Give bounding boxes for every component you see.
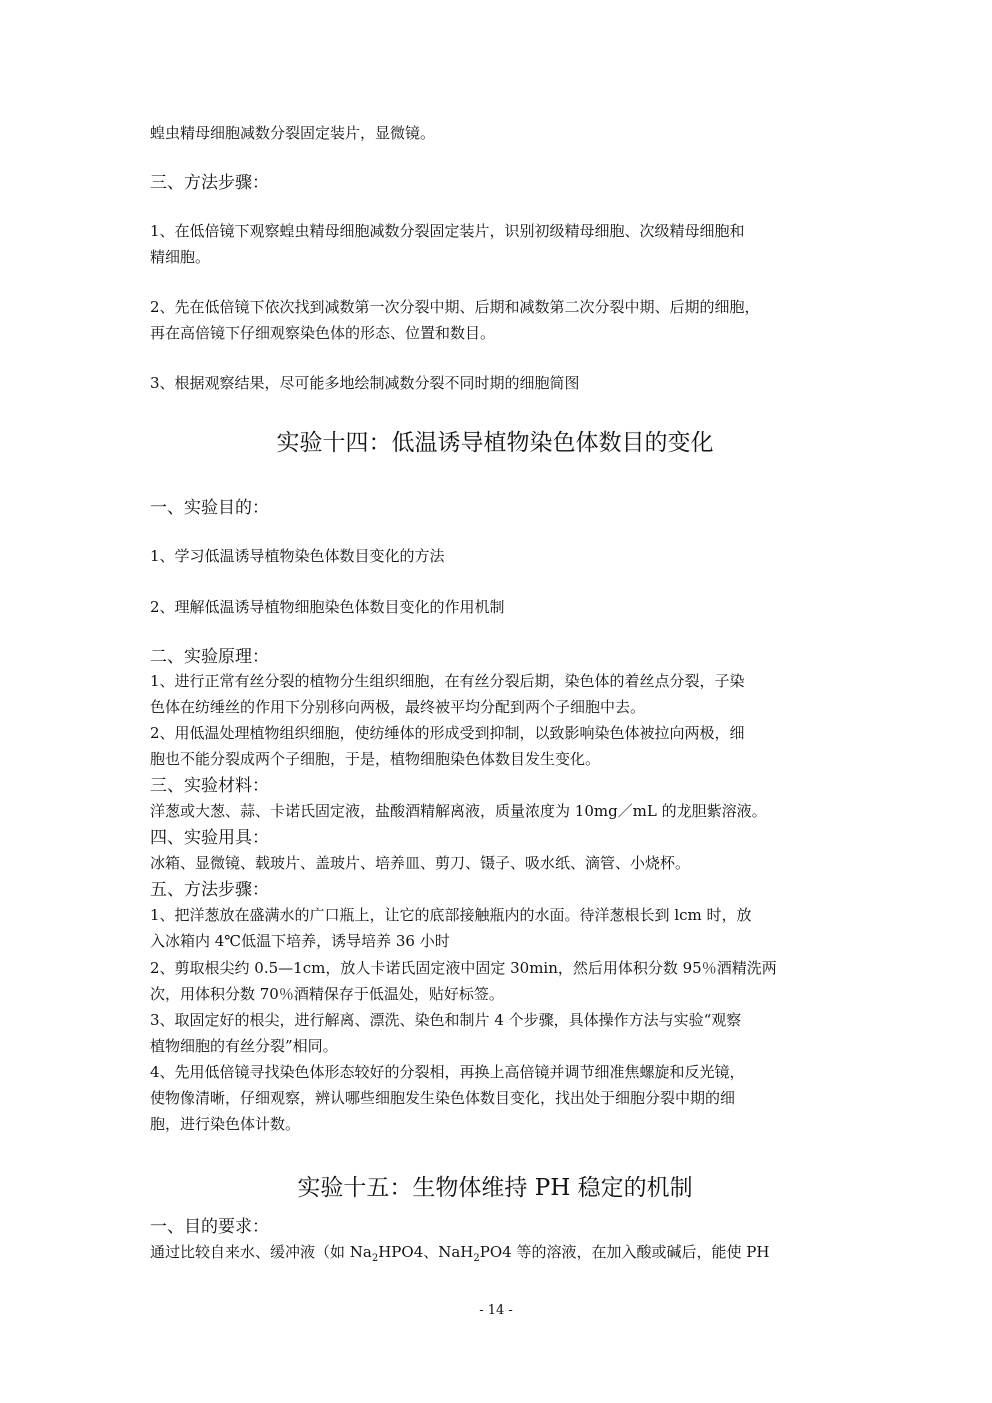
method-3 <box>150 1007 840 1059</box>
text-line: 4、先用低倍镜寻找染色体形态较好的分裂相，再换上高倍镜并调节细准焦螺旋和反光镜， <box>150 1063 745 1081</box>
text-line: 1、把洋葱放在盛满水的广口瓶上，让它的底部接触瓶内的水面。待洋葱根长到 lcm 时，放 <box>150 906 752 924</box>
materials <box>150 798 840 824</box>
method-4 <box>150 1059 840 1137</box>
method-1 <box>150 902 840 954</box>
section-heading-purpose: 一、实验目的： <box>150 498 269 518</box>
tools <box>150 850 840 876</box>
principle-1 <box>150 668 840 720</box>
text-line <box>150 1239 840 1272</box>
method-2 <box>150 955 840 1007</box>
page-number: - 14 - <box>479 1303 513 1318</box>
experiment-15-title: 实验十五：生物体维持 PH 稳定的机制 <box>297 1175 693 1201</box>
text-fragment: 通过比较自来水、缓冲液（如 Na <box>150 1243 372 1261</box>
text-line: 蝗虫精母细胞减数分裂固定装片，显微镜。 <box>150 124 436 142</box>
step-1 <box>150 218 840 270</box>
materials-continued <box>150 120 840 146</box>
text-line: 3、取固定好的根尖，进行解离、漂洗、染色和制片 4 个步骤，具体操作方法与实验“观察 <box>150 1011 742 1029</box>
requirements-text <box>150 1239 840 1272</box>
text-line: 2、剪取根尖约 0.5—1cm，放人卡诺氏固定液中固定 30min，然后用体积分数 95％酒精洗两 <box>150 959 777 977</box>
text-line: 1、进行正常有丝分裂的植物分生组织细胞，在有丝分裂后期，染色体的着丝点分裂，子染 <box>150 672 745 690</box>
text-line: 胞也不能分裂成两个子细胞，于是，植物细胞染色体数目发生变化。 <box>150 750 601 768</box>
experiment-14-title: 实验十四：低温诱导植物染色体数目的变化 <box>276 430 714 456</box>
text-line: 植物细胞的有丝分裂”相同。 <box>150 1037 338 1055</box>
text-fragment: PO4 等的溶液，在加入酸或碱后，能使 PH <box>479 1243 770 1261</box>
text-line: 入冰箱内 4℃低温下培养，诱导培养 36 小时 <box>150 932 450 950</box>
text-line: 2、用低温处理植物组织细胞，使纺缍体的形成受到抑制，以致影响染色体被拉向两极，细 <box>150 724 745 742</box>
section-heading-method: 五、方法步骤： <box>150 880 269 900</box>
text-line: 再在高倍镜下仔细观察染色体的形态、位置和数目。 <box>150 324 496 342</box>
text-line: 精细胞。 <box>150 248 211 266</box>
text-line: 2、先在低倍镜下依次找到减数第一次分裂中期、后期和减数第二次分裂中期、后期的细胞， <box>150 298 760 316</box>
section-heading-materials: 三、实验材料： <box>150 776 269 796</box>
purpose-1 <box>150 543 840 569</box>
text-fragment: HPO4、NaH <box>378 1243 474 1261</box>
section-heading-steps: 三、方法步骤： <box>150 173 269 193</box>
step-3 <box>150 370 840 396</box>
subscript: 2 <box>473 1253 480 1264</box>
text-line: 冰箱、显微镜、载玻片、盖玻片、培养皿、剪刀、镊子、吸水纸、滴管、小烧杯。 <box>150 854 691 872</box>
section-heading-principle: 二、实验原理： <box>150 647 269 667</box>
text-line: 洋葱或大葱、蒜、卡诺氏固定液，盐酸酒精解离液，质量浓度为 10mg／mL 的龙胆紫溶液。 <box>150 802 767 820</box>
text-line: 1、学习低温诱导植物染色体数目变化的方法 <box>150 547 445 565</box>
text-line: 1、在低倍镜下观察蝗虫精母细胞减数分裂固定装片，识别初级精母细胞、次级精母细胞和 <box>150 222 745 240</box>
section-heading-tools: 四、实验用具： <box>150 828 269 848</box>
section-heading-requirements: 一、目的要求： <box>150 1217 269 1237</box>
text-line: 次，用体积分数 70％酒精保存于低温处，贴好标签。 <box>150 985 504 1003</box>
text-line: 胞，进行染色体计数。 <box>150 1115 301 1133</box>
text-line: 使物像清晰，仔细观察，辨认哪些细胞发生染色体数目变化，找出处于细胞分裂中期的细 <box>150 1089 736 1107</box>
text-line: 2、理解低温诱导植物细胞染色体数目变化的作用机制 <box>150 598 505 616</box>
subscript: 2 <box>371 1253 379 1264</box>
text-line: 色体在纺缍丝的作用下分别移向两极，最终被平均分配到两个子细胞中去。 <box>150 698 646 716</box>
principle-2 <box>150 720 840 772</box>
text-line: 3、根据观察结果，尽可能多地绘制减数分裂不同时期的细胞简图 <box>150 374 580 392</box>
step-2 <box>150 294 840 346</box>
purpose-2 <box>150 594 840 620</box>
